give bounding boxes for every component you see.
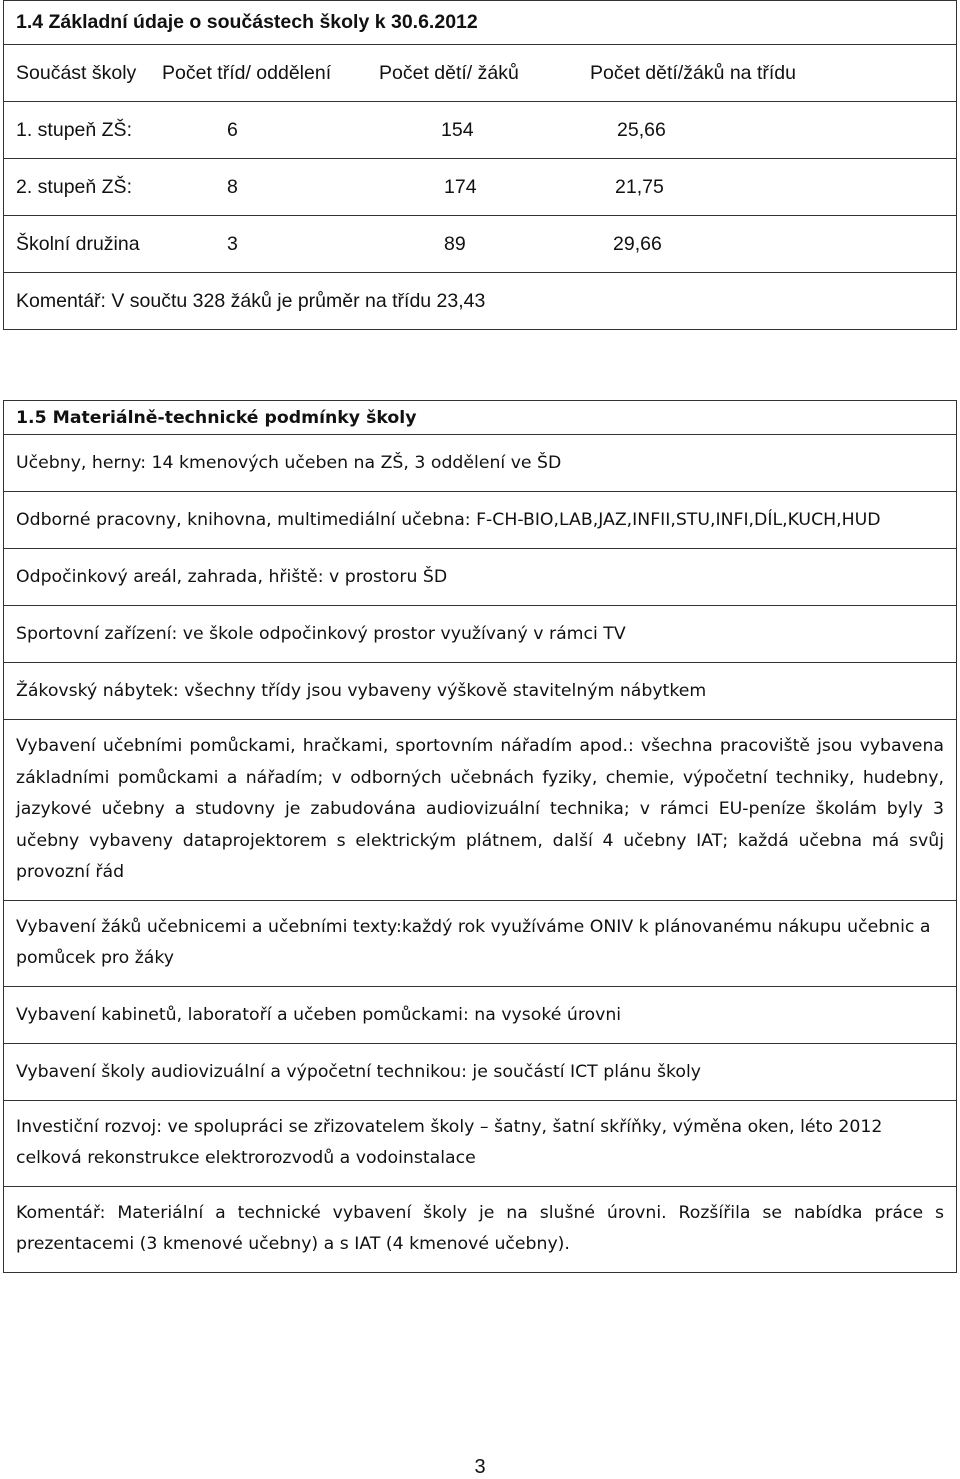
table-row (4, 1, 957, 45)
pupils-per-class: 25,66 (617, 119, 666, 141)
table-cell: Komentář: Materiální a technické vybavení školy je na slušné úrovni. Rozšířila se nabídka práce s prezentacemi (3 kmenové učebny) a s IAT (4 kmenové učebny). (4, 1186, 957, 1272)
table-cell: Odpočinkový areál, zahrada, hřiště: v prostoru ŠD (4, 549, 957, 606)
table-row (4, 1186, 957, 1272)
pupil-count: 154 (441, 119, 474, 141)
row-label: 1. stupeň ZŠ: (16, 119, 132, 141)
column-header: Počet dětí/žáků na třídu (590, 62, 796, 84)
table-cell: Učebny, herny: 14 kmenových učeben na ZŠ, 3 oddělení ve ŠD (4, 435, 957, 492)
page-number: 3 (474, 1456, 486, 1478)
pupil-count: 174 (444, 176, 477, 198)
table-header-row (4, 45, 957, 102)
pupil-count: 89 (444, 233, 466, 255)
table-row (4, 549, 957, 606)
section-title-cell (4, 1, 957, 45)
table-row (4, 1100, 957, 1186)
row-label: 2. stupeň ZŠ: (16, 176, 132, 198)
class-count: 8 (227, 176, 238, 198)
table-row (4, 720, 957, 901)
table-cell: Investiční rozvoj: ve spolupráci se zřizovatelem školy – šatny, šatní skříňky, výměna oken, léto 2012 celková rekonstrukce elektrorozvodů a vodoinstalace (4, 1100, 957, 1186)
table-row (4, 492, 957, 549)
table-row (4, 663, 957, 720)
table-row (4, 159, 957, 216)
table-row (4, 1043, 957, 1100)
table-row (4, 273, 957, 330)
table-cell: Odborné pracovny, knihovna, multimediální učebna: F-CH-BIO,LAB,JAZ,INFII,STU,INFI,DÍL,KUCH,HUD (4, 492, 957, 549)
class-count: 3 (227, 233, 238, 255)
table-row (4, 216, 957, 273)
table-row (4, 900, 957, 986)
school-parts-table (3, 0, 957, 330)
table-row (4, 606, 957, 663)
table-row (4, 102, 957, 159)
table-cell: Vybavení kabinetů, laboratoří a učeben pomůckami: na vysoké úrovni (4, 986, 957, 1043)
table-cell: Žákovský nábytek: všechny třídy jsou vybaveny výškově stavitelným nábytkem (4, 663, 957, 720)
table-row (4, 401, 957, 435)
pupils-per-class: 29,66 (613, 233, 662, 255)
comment: Komentář: V součtu 328 žáků je průměr na třídu 23,43 (16, 289, 486, 312)
class-count: 6 (227, 119, 238, 141)
table-row (4, 986, 957, 1043)
table-row (4, 435, 957, 492)
section-title: 1.4 Základní údaje o součástech školy k 30.6.2012 (16, 11, 478, 33)
column-header: Počet tříd/ oddělení (162, 62, 332, 84)
table-cell: Vybavení učebními pomůckami, hračkami, sportovním nářadím apod.: všechna pracoviště jsou vybavena základními pomůckami a nářadím; v odborných učebnách fyziky, chemie, výpočetní techniky, hudebny, jazykové učebny a studovny je zabudována audiovizuální technika; v rámci EU-peníze školám byly 3 učebny vybaveny dataprojektorem s elektrickým plátnem, další 4 učebny IAT; každá učebna má svůj provozní řád (4, 720, 957, 901)
section-title: 1.5 Materiálně-technické podmínky školy (16, 407, 417, 428)
material-conditions-table (3, 400, 957, 1273)
column-headers (16, 61, 944, 85)
table-cell: Vybavení žáků učebnicemi a učebními texty:každý rok využíváme ONIV k plánovanému nákupu učebnic a pomůcek pro žáky (4, 900, 957, 986)
table-cell: Vybavení školy audiovizuální a výpočetní technikou: je součástí ICT plánu školy (4, 1043, 957, 1100)
column-header: Součást školy (16, 62, 137, 84)
table-cell: Sportovní zařízení: ve škole odpočinkový prostor využívaný v rámci TV (4, 606, 957, 663)
section-title-cell (4, 401, 957, 435)
row-label: Školní družina (16, 233, 140, 255)
column-header: Počet dětí/ žáků (379, 62, 519, 84)
pupils-per-class: 21,75 (615, 176, 664, 198)
